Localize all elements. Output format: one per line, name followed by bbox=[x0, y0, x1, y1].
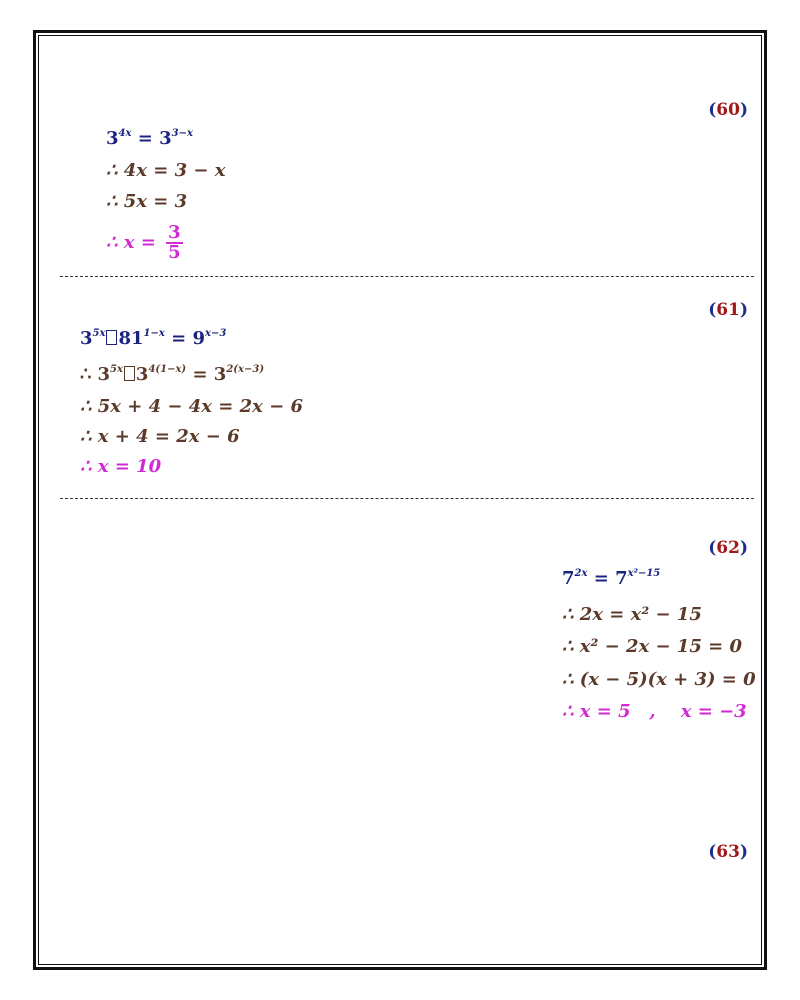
q60-step-2: ∴ 5x = 3 bbox=[106, 191, 188, 212]
q60-step-1: ∴ 4x = 3 − x bbox=[106, 160, 226, 181]
separator-1 bbox=[60, 276, 754, 277]
q61-step-3: ∴ x + 4 = 2x − 6 bbox=[80, 426, 240, 447]
q60-equation: $3^{4x} = 3^{3-x}$ bbox=[106, 128, 193, 149]
q61-step-2: ∴ 5x + 4 − 4x = 2x − 6 bbox=[80, 396, 303, 417]
question-61-number: (61) bbox=[708, 300, 748, 320]
q60-answer: ∴ x = $\frac{3}{5}$ bbox=[106, 222, 181, 263]
q62-equation: $7^{2x} = 7^{x^2-15}$ bbox=[562, 568, 661, 589]
q61-step-1: ∴ $3^{5x}$ $3^{4(1-x)} = 3^{2(x-3)}$ bbox=[80, 364, 265, 385]
q62-step-3: ∴ (x − 5)(x + 3) = 0 bbox=[562, 669, 756, 690]
separator-2 bbox=[60, 498, 754, 499]
q61-equation: $3^{5x}$ $81^{1-x} = 9^{x-3}$ bbox=[80, 328, 227, 349]
question-63-number: (63) bbox=[708, 842, 748, 862]
q62-step-2: ∴ x² − 2x − 15 = 0 bbox=[562, 636, 743, 657]
q60-answer-fraction: $\frac{3}{5}$ bbox=[168, 222, 181, 263]
question-60-number: (60) bbox=[708, 100, 748, 120]
q62-answer: ∴ x = 5 , x = −3 bbox=[562, 701, 747, 722]
q61-answer: ∴ x = 10 bbox=[80, 456, 162, 477]
q62-step-1: ∴ 2x = x² − 15 bbox=[562, 604, 702, 625]
question-62-number: (62) bbox=[708, 538, 748, 558]
